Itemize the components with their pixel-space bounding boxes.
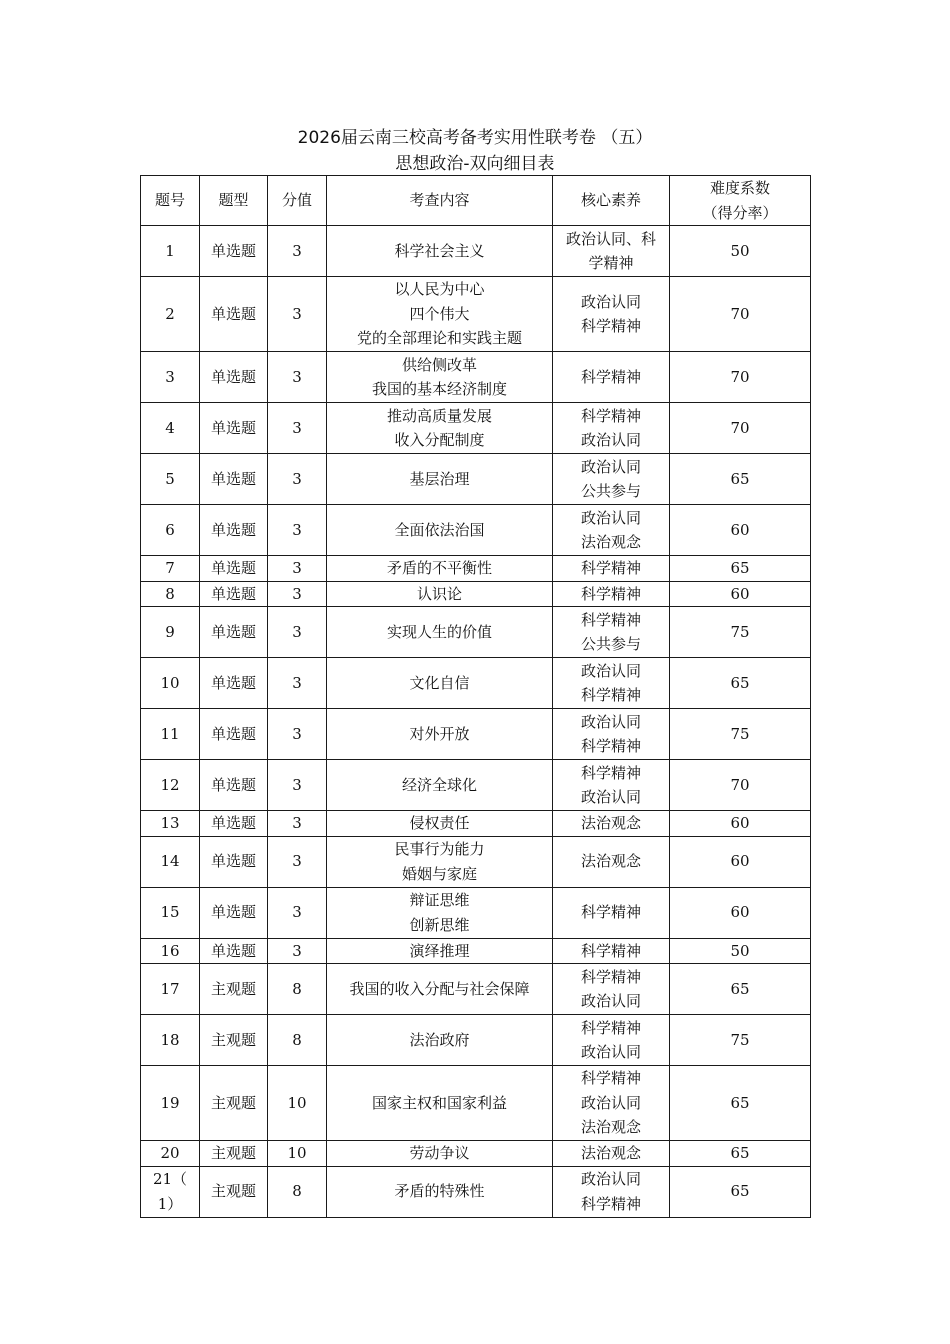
cell-question-type: 单选题	[200, 836, 268, 887]
cell-core-literacy: 科学精神 政治认同	[553, 760, 670, 811]
document-title: 2026届云南三校高考备考实用性联考卷 （五）	[297, 128, 653, 148]
cell-score: 3	[268, 403, 327, 454]
cell-content: 推动高质量发展 收入分配制度	[327, 403, 553, 454]
cell-difficulty: 65	[670, 658, 811, 709]
cell-question-number: 20	[141, 1141, 200, 1167]
cell-score: 3	[268, 581, 327, 607]
cell-content: 演绎推理	[327, 938, 553, 964]
cell-score: 3	[268, 556, 327, 582]
cell-score: 8	[268, 964, 327, 1015]
table-row	[141, 505, 811, 556]
document-subtitle: 思想政治-双向细目表	[395, 154, 555, 174]
cell-question-type: 主观题	[200, 1166, 268, 1217]
cell-question-number: 11	[141, 709, 200, 760]
cell-question-type: 单选题	[200, 811, 268, 837]
cell-core-literacy: 科学精神	[553, 352, 670, 403]
table-row	[141, 581, 811, 607]
table-row	[141, 607, 811, 658]
cell-core-literacy: 政治认同 科学精神	[553, 709, 670, 760]
table-row	[141, 277, 811, 352]
cell-question-number: 6	[141, 505, 200, 556]
cell-core-literacy: 科学精神	[553, 938, 670, 964]
cell-difficulty: 65	[670, 454, 811, 505]
table-row	[141, 709, 811, 760]
table-row	[141, 836, 811, 887]
cell-score: 8	[268, 1015, 327, 1066]
cell-difficulty: 70	[670, 760, 811, 811]
cell-score: 3	[268, 658, 327, 709]
header-question-type: 题型	[200, 176, 268, 226]
cell-content: 劳动争议	[327, 1141, 553, 1167]
cell-question-type: 单选题	[200, 403, 268, 454]
cell-core-literacy: 政治认同、科 学精神	[553, 226, 670, 277]
cell-core-literacy: 政治认同 法治观念	[553, 505, 670, 556]
cell-score: 3	[268, 454, 327, 505]
cell-difficulty: 50	[670, 226, 811, 277]
cell-core-literacy: 科学精神 政治认同	[553, 1015, 670, 1066]
cell-content: 供给侧改革 我国的基本经济制度	[327, 352, 553, 403]
cell-question-type: 主观题	[200, 1015, 268, 1066]
cell-score: 8	[268, 1166, 327, 1217]
table-row	[141, 1066, 811, 1141]
table-row	[141, 226, 811, 277]
cell-core-literacy: 政治认同 科学精神	[553, 658, 670, 709]
cell-difficulty: 60	[670, 836, 811, 887]
header-question-number: 题号	[141, 176, 200, 226]
cell-question-type: 单选题	[200, 352, 268, 403]
cell-difficulty: 65	[670, 1166, 811, 1217]
cell-question-number: 3	[141, 352, 200, 403]
cell-core-literacy: 科学精神 政治认同	[553, 964, 670, 1015]
cell-question-type: 单选题	[200, 556, 268, 582]
table-row	[141, 1166, 811, 1217]
table-header-row	[141, 176, 811, 226]
cell-question-number: 9	[141, 607, 200, 658]
cell-content: 法治政府	[327, 1015, 553, 1066]
cell-question-number: 14	[141, 836, 200, 887]
table-row	[141, 760, 811, 811]
cell-content: 矛盾的不平衡性	[327, 556, 553, 582]
cell-content: 矛盾的特殊性	[327, 1166, 553, 1217]
cell-difficulty: 70	[670, 403, 811, 454]
cell-content: 经济全球化	[327, 760, 553, 811]
cell-content: 基层治理	[327, 454, 553, 505]
table-row	[141, 658, 811, 709]
cell-score: 10	[268, 1141, 327, 1167]
cell-question-number: 10	[141, 658, 200, 709]
cell-score: 3	[268, 887, 327, 938]
cell-question-type: 单选题	[200, 938, 268, 964]
table-row	[141, 556, 811, 582]
cell-difficulty: 50	[670, 938, 811, 964]
cell-difficulty: 75	[670, 1015, 811, 1066]
cell-score: 3	[268, 836, 327, 887]
cell-content: 对外开放	[327, 709, 553, 760]
cell-content: 侵权责任	[327, 811, 553, 837]
cell-difficulty: 60	[670, 581, 811, 607]
header-difficulty: 难度系数 （得分率）	[670, 176, 811, 226]
cell-core-literacy: 法治观念	[553, 1141, 670, 1167]
cell-core-literacy: 政治认同 公共参与	[553, 454, 670, 505]
cell-difficulty: 75	[670, 607, 811, 658]
spec-table	[140, 175, 811, 1218]
cell-question-type: 主观题	[200, 1141, 268, 1167]
cell-difficulty: 70	[670, 352, 811, 403]
cell-content: 认识论	[327, 581, 553, 607]
cell-question-number: 16	[141, 938, 200, 964]
cell-content: 国家主权和国家利益	[327, 1066, 553, 1141]
cell-question-number: 17	[141, 964, 200, 1015]
cell-core-literacy: 政治认同 科学精神	[553, 1166, 670, 1217]
cell-question-number: 18	[141, 1015, 200, 1066]
cell-core-literacy: 政治认同 科学精神	[553, 277, 670, 352]
header-score: 分值	[268, 176, 327, 226]
cell-question-type: 单选题	[200, 277, 268, 352]
table-row	[141, 887, 811, 938]
cell-score: 3	[268, 277, 327, 352]
cell-question-type: 单选题	[200, 760, 268, 811]
cell-question-type: 主观题	[200, 964, 268, 1015]
cell-core-literacy: 科学精神 政治认同 法治观念	[553, 1066, 670, 1141]
cell-question-type: 单选题	[200, 658, 268, 709]
table-row	[141, 964, 811, 1015]
cell-difficulty: 75	[670, 709, 811, 760]
cell-question-number: 8	[141, 581, 200, 607]
cell-difficulty: 60	[670, 811, 811, 837]
cell-difficulty: 60	[670, 887, 811, 938]
cell-question-number: 1	[141, 226, 200, 277]
cell-score: 3	[268, 226, 327, 277]
cell-score: 10	[268, 1066, 327, 1141]
cell-difficulty: 60	[670, 505, 811, 556]
table-row	[141, 454, 811, 505]
cell-difficulty: 70	[670, 277, 811, 352]
table-row	[141, 938, 811, 964]
cell-question-number: 12	[141, 760, 200, 811]
cell-question-number: 5	[141, 454, 200, 505]
cell-question-number: 19	[141, 1066, 200, 1141]
cell-content: 辩证思维 创新思维	[327, 887, 553, 938]
cell-difficulty: 65	[670, 964, 811, 1015]
cell-question-type: 单选题	[200, 454, 268, 505]
cell-score: 3	[268, 607, 327, 658]
cell-question-type: 主观题	[200, 1066, 268, 1141]
cell-core-literacy: 科学精神	[553, 887, 670, 938]
cell-core-literacy: 科学精神 公共参与	[553, 607, 670, 658]
table-row	[141, 403, 811, 454]
cell-content: 我国的收入分配与社会保障	[327, 964, 553, 1015]
cell-question-type: 单选题	[200, 709, 268, 760]
cell-difficulty: 65	[670, 556, 811, 582]
cell-core-literacy: 法治观念	[553, 811, 670, 837]
header-content: 考查内容	[327, 176, 553, 226]
cell-score: 3	[268, 811, 327, 837]
cell-core-literacy: 科学精神	[553, 556, 670, 582]
cell-question-number: 21（ 1）	[141, 1166, 200, 1217]
cell-content: 以人民为中心 四个伟大 党的全部理论和实践主题	[327, 277, 553, 352]
table-row	[141, 1015, 811, 1066]
cell-question-number: 7	[141, 556, 200, 582]
cell-question-number: 15	[141, 887, 200, 938]
cell-content: 实现人生的价值	[327, 607, 553, 658]
cell-score: 3	[268, 505, 327, 556]
cell-score: 3	[268, 760, 327, 811]
cell-question-type: 单选题	[200, 887, 268, 938]
cell-difficulty: 65	[670, 1141, 811, 1167]
cell-score: 3	[268, 352, 327, 403]
cell-content: 全面依法治国	[327, 505, 553, 556]
cell-core-literacy: 法治观念	[553, 836, 670, 887]
cell-question-type: 单选题	[200, 581, 268, 607]
cell-content: 民事行为能力 婚姻与家庭	[327, 836, 553, 887]
header-core-literacy: 核心素养	[553, 176, 670, 226]
cell-question-number: 13	[141, 811, 200, 837]
cell-score: 3	[268, 709, 327, 760]
cell-question-type: 单选题	[200, 505, 268, 556]
cell-score: 3	[268, 938, 327, 964]
cell-core-literacy: 科学精神 政治认同	[553, 403, 670, 454]
cell-content: 科学社会主义	[327, 226, 553, 277]
cell-difficulty: 65	[670, 1066, 811, 1141]
cell-content: 文化自信	[327, 658, 553, 709]
cell-question-type: 单选题	[200, 226, 268, 277]
cell-question-number: 4	[141, 403, 200, 454]
cell-core-literacy: 科学精神	[553, 581, 670, 607]
table-row	[141, 1141, 811, 1167]
cell-question-type: 单选题	[200, 607, 268, 658]
cell-question-number: 2	[141, 277, 200, 352]
table-row	[141, 352, 811, 403]
table-row	[141, 811, 811, 837]
